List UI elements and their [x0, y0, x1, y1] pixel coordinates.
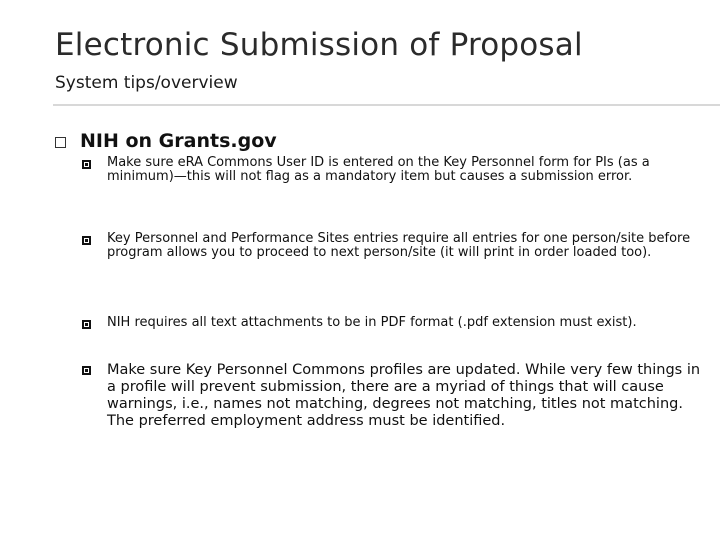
list-item-text: Key Personnel and Performance Sites entries require all entries for one person/site before program allows you to proceed to next person/site (it will print in order loaded too).: [107, 231, 691, 260]
title-divider: [53, 104, 720, 106]
list-item: [82, 316, 697, 330]
box-bullet-icon: [82, 160, 91, 169]
box-bullet-icon: [82, 320, 91, 329]
section-heading-row: [55, 129, 277, 153]
list-item-text: Make sure Key Personnel Commons profiles are updated. While very few things in a profile will prevent submission, there are a myriad of things that will cause warnings, i.e., names not matching, degrees not matching, titles not matching. The preferred employment address must be identified.: [107, 362, 701, 429]
slide-subtitle: System tips/overview: [55, 73, 238, 93]
list-item-text: Make sure eRA Commons User ID is entered on the Key Personnel form for PIs (as a minimum)—this will not flag as a mandatory item but causes a submission error.: [107, 155, 650, 184]
box-bullet-icon: [82, 236, 91, 245]
box-bullet-icon: [82, 366, 91, 375]
square-bullet-icon: [55, 137, 66, 148]
list-item-text: NIH requires all text attachments to be in PDF format (.pdf extension must exist).: [107, 315, 637, 330]
section-heading: NIH on Grants.gov: [80, 130, 277, 152]
list-item: [82, 362, 707, 430]
slide-title: Electronic Submission of Proposal: [55, 27, 583, 63]
list-item: [82, 232, 697, 260]
list-item: [82, 156, 697, 184]
